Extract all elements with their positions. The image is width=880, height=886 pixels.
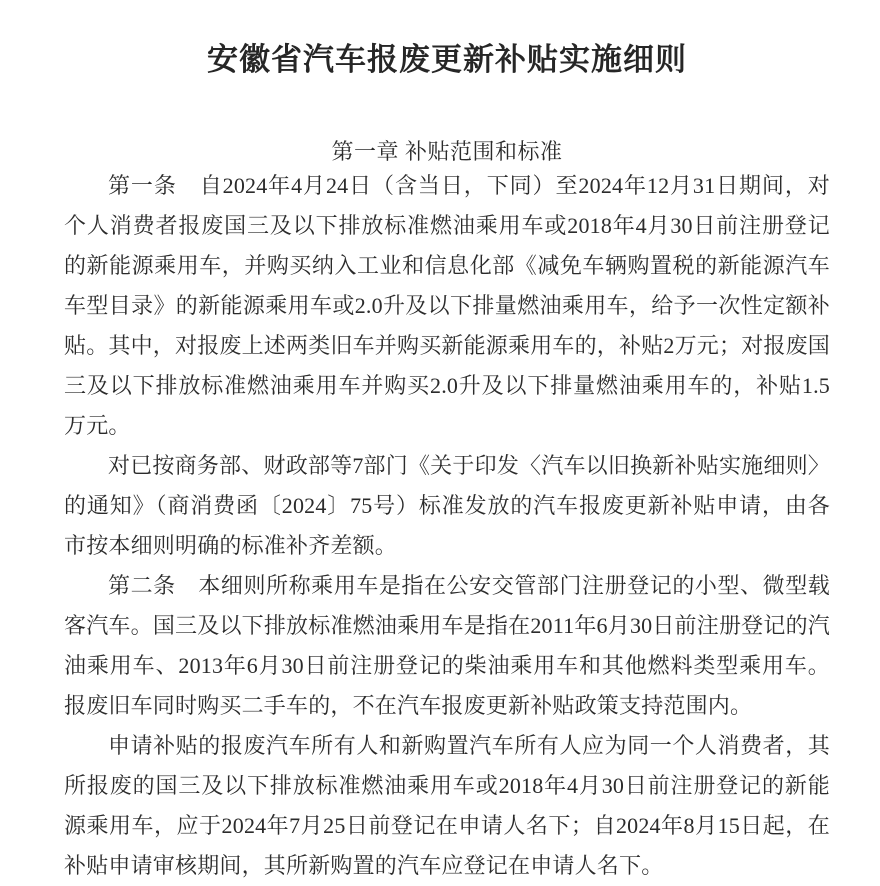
paragraph-article-1: 第一条 自2024年4月24日（含当日，下同）至2024年12月31日期间，对个人消费者报废国三及以下排放标准燃油乘用车或2018年4月30日前注册登记的新能源乘用车，并购买纳入工业和信息化部《减免车辆购置税的新能源汽车车型目录》的新能源乘用车或2.0升及以下排量燃油乘用车，给予一次性定额补贴。其中，对报废上述两类旧车并购买新能源乘用车的，补贴2万元；对报废国三及以下排放标准燃油乘用车并购买2.0升及以下排量燃油乘用车的，补贴1.5万元。	[64, 173, 831, 438]
paragraph-supplement-notice: 对已按商务部、财政部等7部门《关于印发〈汽车以旧换新补贴实施细则〉的通知》（商消费函〔2024〕75号）标准发放的汽车报废更新补贴申请，由各市按本细则明确的标准补齐差额。	[64, 453, 830, 558]
paragraph-article-2: 第二条 本细则所称乘用车是指在公安交管部门注册登记的小型、微型载客汽车。国三及以下排放标准燃油乘用车是指在2011年6月30日前注册登记的汽油乘用车、2013年6月30日前注册登记的柴油乘用车和其他燃料类型乘用车。报废旧车同时购买二手车的，不在汽车报废更新补贴政策支持范围内。	[64, 573, 830, 718]
document-body	[64, 166, 830, 886]
paragraph-owner-requirement: 申请补贴的报废汽车所有人和新购置汽车所有人应为同一个人消费者，其所报废的国三及以下排放标准燃油乘用车或2018年4月30日前注册登记的新能源乘用车，应于2024年7月25日前登记在申请人名下；自2024年8月15日起，在补贴申请审核期间，其所新购置的汽车应登记在申请人名下。	[64, 733, 830, 878]
document-title: 安徽省汽车报废更新补贴实施细则	[207, 42, 687, 77]
chapter-heading: 第一章 补贴范围和标准	[331, 139, 563, 164]
